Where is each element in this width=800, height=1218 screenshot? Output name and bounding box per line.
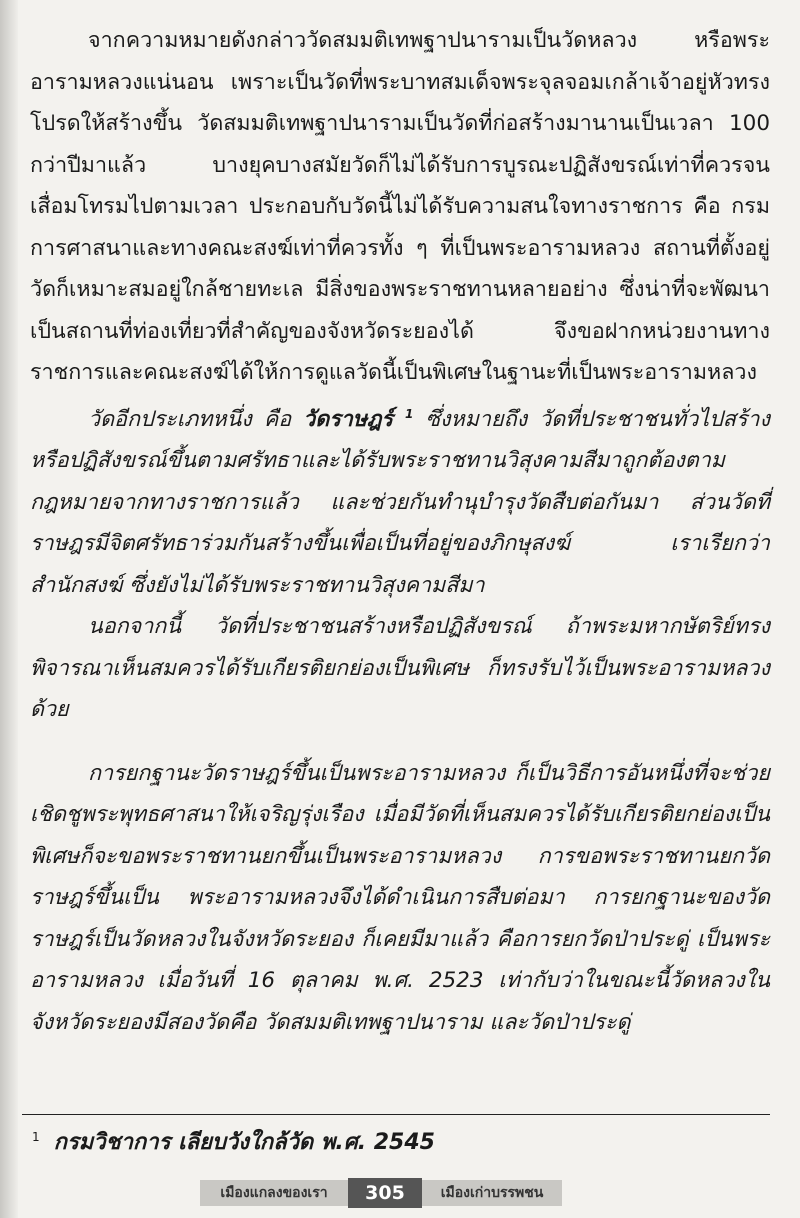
paragraph-gap: [30, 731, 770, 753]
page-gutter-shadow: [0, 0, 18, 1218]
page-footer: [200, 1178, 562, 1208]
paragraph-2-rest: ซึ่งหมายถึง วัดที่ประชาชนทั่วไปสร้างหรือปฏิสังขรณ์ขึ้นตามศรัทธาและได้รับพระราชทานวิสุงคามสีมาถูกต้องตามกฎหมายจากทางราชการแล้ว และช่วยกันทำนุบำรุงวัดสืบต่อกันมา ส่วนวัดที่ราษฎรมีจิตศรัทธาร่วมกันสร้างขึ้นเพื่อเป็นที่อยู่ของภิกษุสงฆ์ เราเรียกว่า สำนักสงฆ์ ซึ่งยังไม่ได้รับพระราชทานวิสุงคามสีมา: [30, 406, 770, 598]
footnote-reference: 1: [405, 406, 414, 421]
footnote: [32, 1124, 435, 1159]
paragraph-2-lead: วัดอีกประเภทหนึ่ง คือ: [88, 406, 304, 432]
footnote-marker: 1: [32, 1129, 40, 1144]
footer-book-title: เมืองแกลงของเรา: [200, 1180, 348, 1206]
paragraph-2: [30, 394, 770, 607]
footnote-text: กรมวิชาการ เลียบวังใกล้วัด พ.ศ. 2545: [53, 1130, 435, 1155]
body-text: [30, 20, 770, 1043]
term-wat-rat: วัดราษฎร์: [303, 406, 393, 432]
paragraph-4: การยกฐานะวัดราษฎร์ขึ้นเป็นพระอารามหลวง ก็เป็นวิธีการอันหนึ่งที่จะช่วยเชิดชูพระพุทธศาสนาให้เจริญรุ่งเรือง เมื่อมีวัดที่เห็นสมควรได้รับเกียรติยกย่องเป็นพิเศษก็จะขอพระราชทานยกขึ้นเป็นพระอารามหลวง การขอพระราชทานยกวัดราษฎร์ขึ้นเป็น พระอารามหลวงจึงได้ดำเนินการสืบต่อมา การยกฐานะของวัดราษฎร์เป็นวัดหลวงในจังหวัดระยอง ก็เคยมีมาแล้ว คือการยกวัดป่าประดู่ เป็นพระอารามหลวง เมื่อวันที่ 16 ตุลาคม พ.ศ. 2523 เท่ากับว่าในขณะนี้วัดหลวงในจังหวัดระยองมีสองวัดคือ วัดสมมติเทพฐาปนาราม และวัดป่าประดู่: [30, 760, 770, 1035]
paragraph-1: จากความหมายดังกล่าววัดสมมติเทพฐาปนารามเป็นวัดหลวง หรือพระอารามหลวงแน่นอน เพราะเป็นวัดที่พระบาทสมเด็จพระจุลจอมเกล้าเจ้าอยู่หัวทรงโปรดให้สร้างขึ้น วัดสมมติเทพฐาปนารามเป็นวัดที่ก่อสร้างมานานเป็นเวลา 100 กว่าปีมาแล้ว บางยุคบางสมัยวัดก็ไม่ได้รับการบูรณะปฏิสังขรณ์เท่าที่ควรจนเสื่อมโทรมไปตามเวลา ประกอบกับวัดนี้ไม่ได้รับความสนใจทางราชการ คือ กรมการศาสนาและทางคณะสงฆ์เท่าที่ควรทั้ง ๆ ที่เป็นพระอารามหลวง สถานที่ตั้งอยู่วัดก็เหมาะสมอยู่ใกล้ชายทะเล มีสิ่งของพระราชทานหลายอย่าง ซึ่งน่าที่จะพัฒนาเป็นสถานที่ท่องเที่ยวที่สำคัญของจังหวัดระยองได้ จึงขอฝากหน่วยงานทางราชการและคณะสงฆ์ได้ให้การดูแลวัดนี้เป็นพิเศษในฐานะที่เป็นพระอารามหลวง: [30, 28, 770, 385]
page-number: 305: [348, 1178, 422, 1208]
footer-chapter-title: เมืองเก่าบรรพชน: [422, 1180, 562, 1206]
footnote-divider: [22, 1114, 770, 1115]
paragraph-3: นอกจากนี้ วัดที่ประชาชนสร้างหรือปฏิสังขรณ์ ถ้าพระมหากษัตริย์ทรงพิจารณาเห็นสมควรได้รับเกียรติยกย่องเป็นพิเศษ ก็ทรงรับไว้เป็นพระอารามหลวงด้วย: [30, 614, 770, 723]
